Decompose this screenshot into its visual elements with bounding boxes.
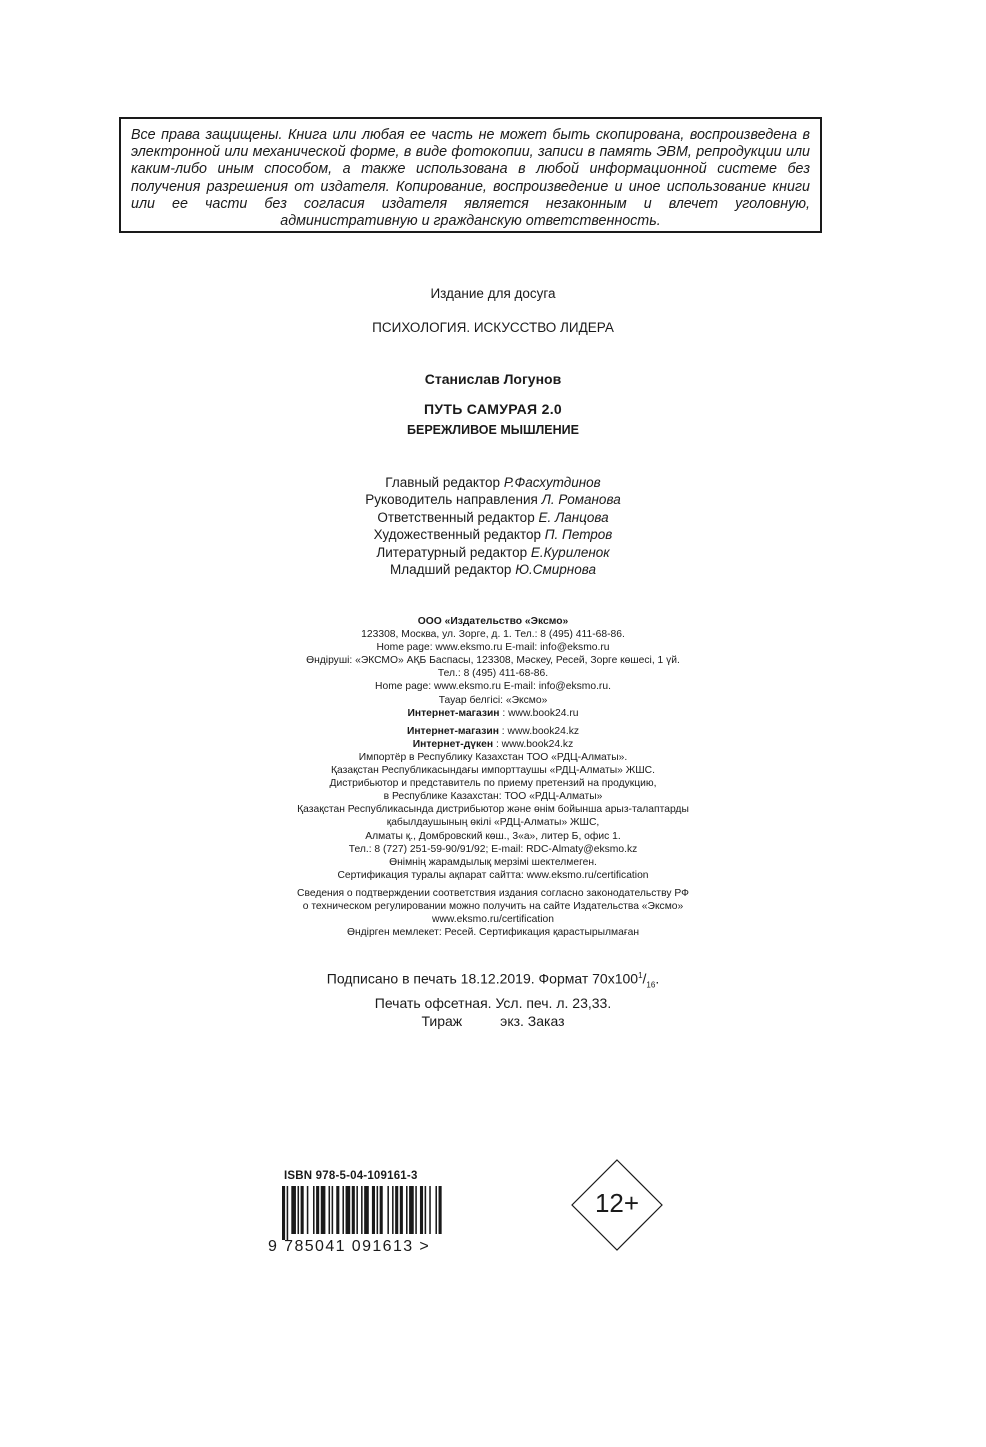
shop-kz-label: Интернет-магазин [406,725,499,737]
publisher-kz-phone: Тел.: 8 (495) 411-68-86. [437,668,549,680]
barcode-bar [332,1186,334,1234]
barcode-bar [352,1186,355,1234]
rights-notice: Все права защищены. Книга или любая ее часть не может быть скопирована, воспроизведена в электронной или механической форме, в виде фотокопии, записи в память ЭВМ, репродукции или каким-либо иным способом, а также использована в любой информационной системе без получения разрешения от издателя. Копирование, воспроизведение и иное использование книги или ее части без согласия издателя является незаконным и влечет уголовную, административную и гражданскую ответственность. [131,127,810,230]
barcode-bar [406,1186,408,1234]
author-name: Станислав Логунов [424,371,562,387]
distributor-phone: Тел.: 8 (727) 251-59-90/91/92; E-mail: RDC-Almaty@eksmo.kz [348,843,638,855]
print-signed-format: Подписано в печать 18.12.2019. Формат 70х100 [326,970,639,987]
barcode-bar [282,1186,285,1240]
publisher-kz-producer: Өндіруші: «ЭКСМО» АҚБ Баспасы, 123308, Мәскеу, Ресей, Зорге көшесі, 1 үй. [306,655,680,667]
barcode-bar [291,1186,296,1234]
shop-ru-label: Интернет-магазин [407,707,500,719]
barcode-bar [342,1186,344,1234]
cert-kz: Сертификация туралы ақпарат сайтта: www.eksmo.ru/certification [337,869,649,881]
barcode-bar [395,1186,398,1234]
credit-name: Е. Ланцова [538,509,609,525]
conformity-3: www.eksmo.ru/certification [432,914,554,926]
barcode-bar [321,1186,326,1234]
credit-role: Художественный редактор [373,527,541,543]
publisher-trademark: Тауар белгісі: «Эксмо» [438,694,548,706]
copies-order-label: экз. Заказ [500,1013,565,1030]
credit-name: Р.Фасхутдинов [503,475,601,490]
barcode-bar [439,1186,442,1234]
shop-ru-url: : www.book24.ru [499,707,579,719]
credit-role: Руководитель направления [365,492,538,508]
genre-label: Издание для досуга [430,286,556,301]
barcode-bar [361,1186,363,1234]
distributor-kz-2: қабылдаушының өкілі «РДЦ-Алматы» ЖШС, [386,817,600,829]
conformity-1: Сведения о подтверждении соответствия издания согласно законодательству РФ [297,887,689,899]
format-end: . [655,970,660,987]
publisher-name: ООО «Издательство «Эксмо» [417,616,569,627]
age-rating-badge [570,1158,664,1252]
barcode-bar [313,1186,315,1234]
barcode-bar [409,1186,414,1234]
rights-notice-box [119,117,822,233]
barcode-bar [415,1186,417,1234]
publisher-contacts: Home page: www.eksmo.ru E-mail: info@eksmo.ru [376,642,610,654]
credit-row [0,544,986,561]
importer-ru: Импортёр в Республику Казахстан ТОО «РДЦ-Алматы». [358,751,628,763]
isbn-label: ISBN 978-5-04-109161-3 [284,1170,418,1182]
barcode-bar [380,1186,383,1234]
credit-name: Л. Романова [541,492,621,508]
barcode-digits: 9 785041 091613 > [268,1238,431,1255]
print-line-1 [0,967,986,994]
barcode-bar [356,1186,358,1234]
barcode-bar [425,1186,427,1234]
print-line-3 [0,1012,986,1030]
barcode-bar [364,1186,369,1234]
credit-row [0,526,986,543]
barcode-bar [287,1186,289,1240]
shop-kk-label: Интернет-дүкен [412,738,494,750]
credit-row [0,561,986,578]
credit-name: Е.Куриленок [530,544,610,560]
shop-ru-line [0,707,986,720]
distributor-ru-1: Дистрибьютор и представитель по приему претензий на продукцию, [329,778,657,790]
distributor-kz-1: Қазақстан Республикасында дистрибьютор және өнім бойынша арыз-талаптарды [297,804,689,816]
barcode-bar [346,1186,351,1234]
distributor-ru-2: в Республике Казахстан: ТОО «РДЦ-Алматы» [383,791,603,803]
shop-kk-url: : www.book24.kz [493,738,574,750]
format-numerator: 1 [638,971,643,980]
barcode-bars [282,1186,444,1240]
shop-kz-url: : www.book24.kz [498,725,580,737]
age-rating-label: 12+ [594,1188,640,1218]
credit-role: Литературный редактор [376,544,528,560]
publisher-info [0,615,986,939]
print-line-2: Печать офсетная. Усл. печ. л. 23,33. [374,995,612,1012]
print-info [0,967,986,1030]
publisher-address: 123308, Москва, ул. Зорге, д. 1. Тел.: 8 (495) 411-68-86. [361,629,625,641]
book-subtitle: БЕРЕЖЛИВОЕ МЫШЛЕНИЕ [407,423,579,437]
distributor-address: Алматы қ., Домбровский көш., 3«а», литер Б, офис 1. [365,830,621,842]
credit-role: Младший редактор [390,562,512,578]
shop-kz-line [0,725,986,738]
barcode-bar [435,1186,437,1234]
barcode-bar [298,1186,300,1234]
credit-row [0,474,986,491]
credit-role: Главный редактор [385,475,501,490]
publisher-kz-contacts: Home page: www.eksmo.ru E-mail: info@eksmo.ru. [375,681,611,693]
barcode-bar [400,1186,403,1234]
credit-row [0,491,986,508]
book-title: ПУТЬ САМУРАЯ 2.0 [424,401,562,417]
barcode-bar [377,1186,379,1234]
credit-name: П. Петров [544,527,613,543]
barcode-bar [301,1186,304,1234]
series-title: ПСИХОЛОГИЯ. ИСКУССТВО ЛИДЕРА [372,320,614,335]
format-denominator: 16 [646,980,656,990]
shelf-life: Өнімнің жарамдылық мерзімі шектелмеген. [389,856,597,868]
barcode-bar [307,1186,309,1234]
origin: Өндірген мемлекет: Ресей. Сертификация қарастырылмаған [346,927,640,939]
credits-list [0,474,986,578]
barcode-bar [316,1186,319,1234]
credit-name: Ю.Смирнова [515,562,596,578]
barcode-bar [420,1186,423,1234]
barcode-bar [372,1186,375,1234]
format-slash: / [642,970,647,987]
barcode-bar [329,1186,331,1234]
shop-kk-line [0,738,986,751]
barcode-bar [429,1186,431,1234]
barcode-bar [387,1186,389,1234]
tirazh-label: Тираж [421,1013,463,1030]
isbn-barcode [268,1170,448,1260]
conformity-2: о техническом регулировании можно получить на сайте Издательства «Эксмо» [302,900,684,912]
importer-kz: Қазақстан Республикасындағы импорттаушы «РДЦ-Алматы» ЖШС. [331,765,655,777]
credit-role: Ответственный редактор [377,509,535,525]
barcode-bar [336,1186,339,1234]
credit-row [0,509,986,526]
barcode-bar [392,1186,394,1234]
